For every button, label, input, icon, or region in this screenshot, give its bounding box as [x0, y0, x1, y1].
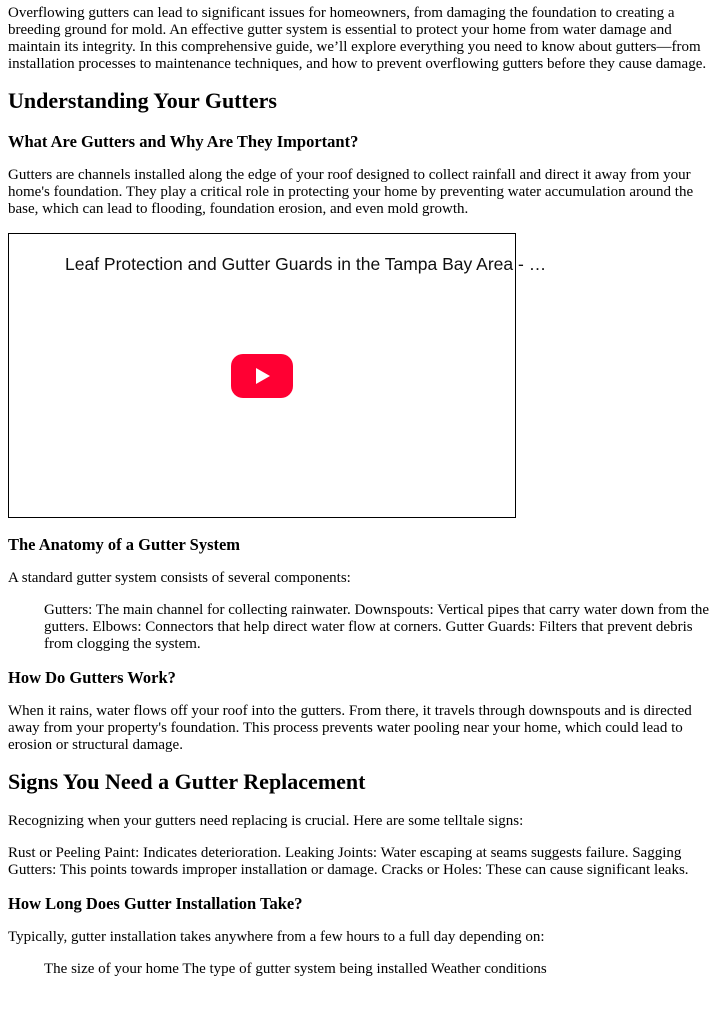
subheading-anatomy: The Anatomy of a Gutter System — [8, 535, 241, 554]
paragraph-how-gutters-work: When it rains, water flows off your roof into the gutters. From there, it travels through downspouts and is directed away from your property's foundation. This process prevents water pooling near your home, which could lead to erosion or structural damage. — [8, 703, 692, 753]
anatomy-components-quote: Gutters: The main channel for collecting rainwater. Downspouts: Vertical pipes that carry water down from the gutters. Elbows: Connectors that help direct water flow at corners. Gutter Guards: Filters that prevent debris from clogging the system. — [44, 602, 710, 652]
subheading-what-are-gutters: What Are Gutters and Why Are They Important? — [8, 132, 359, 151]
paragraph-what-are-gutters: Gutters are channels installed along the edge of your roof designed to collect rainfall and direct it away from your home's foundation. They play a critical role in protecting your home by preventing water accumulation around the base, which can lead to flooding, foundation erosion, and even mold growth. — [8, 167, 694, 217]
paragraph-installation-time: Typically, gutter installation takes anywhere from a few hours to a full day depending on: — [8, 929, 545, 945]
paragraph-anatomy: A standard gutter system consists of several components: — [8, 570, 351, 586]
section-heading-understanding: Understanding Your Gutters — [8, 88, 277, 113]
intro-paragraph: Overflowing gutters can lead to significant issues for homeowners, from damaging the foundation to creating a breeding ground for mold. An effective gutter system is essential to protect your home from water damage and maintain its integrity. In this comprehensive guide, we’ll explore everything you need to know about gutters—from installation processes to maintenance techniques, and how to prevent overflowing gutters before they cause damage. — [8, 5, 707, 72]
paragraph-signs-list: Rust or Peeling Paint: Indicates deterioration. Leaking Joints: Water escaping at seams suggests failure. Sagging Gutters: This points towards improper installation or damage. Cracks or Holes: These can cause significant leaks. — [8, 845, 689, 878]
play-icon[interactable] — [231, 354, 293, 398]
video-embed[interactable] — [8, 233, 547, 518]
installation-factors-quote: The size of your home The type of gutter system being installed Weather conditions — [44, 961, 547, 977]
section-heading-signs: Signs You Need a Gutter Replacement — [8, 769, 366, 794]
subheading-how-gutters-work: How Do Gutters Work? — [8, 668, 176, 687]
paragraph-signs-intro: Recognizing when your gutters need replacing is crucial. Here are some telltale signs: — [8, 813, 524, 829]
video-title[interactable]: Leaf Protection and Gutter Guards in the Tampa Bay Area - … — [65, 254, 547, 274]
subheading-installation-time: How Long Does Gutter Installation Take? — [8, 894, 303, 913]
